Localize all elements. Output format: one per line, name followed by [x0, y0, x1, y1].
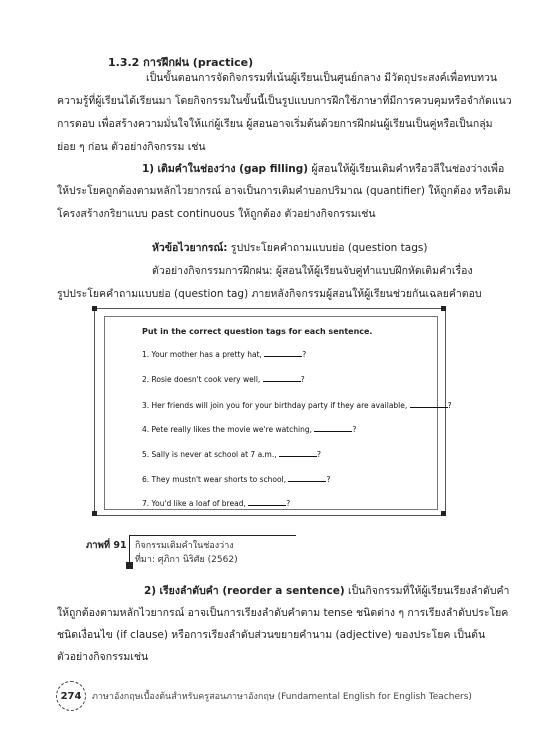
- item-1-text: ผู้สอนให้ผู้เรียนเติมคำหรือวลีในช่องว่างเพื่อ: [308, 163, 505, 175]
- worksheet-item: 6. They mustn't wear shorts to school, ?: [142, 475, 331, 484]
- paragraph-line: โครงสร้างกริยาแบบ past continuous ให้ถูกต้อง ตัวอย่างกิจกรรมเช่น: [57, 208, 376, 220]
- item-1-number: 1): [142, 163, 155, 175]
- paragraph-line: ย่อย ๆ ก่อน ตัวอย่างกิจกรรม เช่น: [57, 141, 206, 153]
- paragraph-line: ให้ประโยคถูกต้องตามหลักไวยากรณ์ อาจเป็นการเติมคำบอกปริมาณ (quantifier) ให้ถูกต้อง หรือเติม: [57, 185, 511, 197]
- grammar-label: หัวข้อไวยากรณ์:: [152, 242, 228, 254]
- paragraph-line: ให้ถูกต้องตามหลักไวยากรณ์ อาจเป็นการเรียงลำดับคำตาม tense ชนิดต่าง ๆ การเรียงลำดับประโยค: [57, 607, 509, 619]
- worksheet-item: 7. You'd like a loaf of bread, ?: [142, 499, 291, 508]
- item-2-number: 2): [144, 585, 157, 597]
- figure-caption: กิจกรรมเติมคำในช่องว่าง: [135, 541, 234, 551]
- item-1-line: [142, 163, 504, 176]
- corner-mark: [441, 511, 446, 516]
- figure-label: ภาพที่ 91: [86, 540, 127, 551]
- figure-source: ที่มา: ศุภิกา นิริศัย (2562): [135, 555, 238, 565]
- worksheet-item: 1. Your mother has a pretty hat, ?: [142, 350, 307, 359]
- paragraph-line: ตัวอย่างกิจกรรมเช่น: [57, 651, 149, 663]
- paragraph-line: การตอบ เพื่อสร้างความมั่นใจให้แก่ผู้เรียน ผู้สอนอาจเริ่มต้นด้วยการฝึกฝนผู้เรียนเป็นคู่หรือเป็นกลุ่ม: [57, 118, 493, 130]
- page-number: 274: [56, 681, 86, 711]
- item-2-text: เป็นกิจกรรมที่ให้ผู้เรียนเรียงลำดับคำ: [344, 585, 510, 597]
- worksheet-title: Put in the correct question tags for each sentence.: [142, 327, 373, 336]
- grammar-topic: [152, 242, 427, 255]
- item-2-line: [144, 585, 509, 598]
- worksheet-item: 2. Rosie doesn't cook very well, ?: [142, 375, 305, 384]
- corner-mark: [441, 306, 446, 311]
- paragraph-line: ความรู้ที่ผู้เรียนได้เรียนมา โดยกิจกรรมในขั้นนี้เป็นรูปแบบการฝึกใช้ภาษาที่มีการควบคุมหรือจำกัดแนว: [57, 95, 512, 107]
- grammar-text: รูปประโยคคำถามแบบย่อ (question tags): [227, 242, 428, 254]
- corner-mark: [92, 306, 97, 311]
- section-heading: 1.3.2 การฝึกฝน (practice): [108, 56, 254, 69]
- paragraph-line: เป็นขั้นตอนการจัดกิจกรรมที่เน้นผู้เรียนเป็นศูนย์กลาง มีวัตถุประสงค์เพื่อทบทวน: [146, 72, 498, 84]
- caption-bar: [129, 535, 130, 565]
- paragraph-line: รูปประโยคคำถามแบบย่อ (question tag) ภายหลังกิจกรรมผู้สอนให้ผู้เรียนช่วยกันเฉลยคำตอบ: [57, 288, 482, 300]
- paragraph-line: ตัวอย่างกิจกรรมการฝึกฝน: ผู้สอนให้ผู้เรียนจับคู่ทำแบบฝึกหัดเติมคำเรื่อง: [152, 265, 473, 277]
- worksheet-item: 5. Sally is never at school at 7 a.m., ?: [142, 450, 321, 459]
- caption-rule: [130, 535, 296, 536]
- item-1-title: เติมคำในช่องว่าง (gap filling): [157, 163, 309, 175]
- item-2-title: เรียงลำดับคำ (reorder a sentence): [159, 585, 345, 597]
- paragraph-line: ชนิดเงื่อนไข (if clause) หรือการเรียงลำดับส่วนขยายคำนาม (adjective) ของประโยค เป็นต้น: [57, 629, 486, 641]
- worksheet-item: 4. Pete really likes the movie we're watching, ?: [142, 425, 357, 434]
- worksheet-item: 3. Her friends will join you for your birthday party if they are available, ?: [142, 401, 452, 410]
- caption-marker: [126, 562, 133, 569]
- running-footer: ภาษาอังกฤษเบื้องต้นสำหรับครูสอนภาษาอังกฤษ (Fundamental English for English Teachers): [92, 692, 472, 702]
- corner-mark: [92, 511, 97, 516]
